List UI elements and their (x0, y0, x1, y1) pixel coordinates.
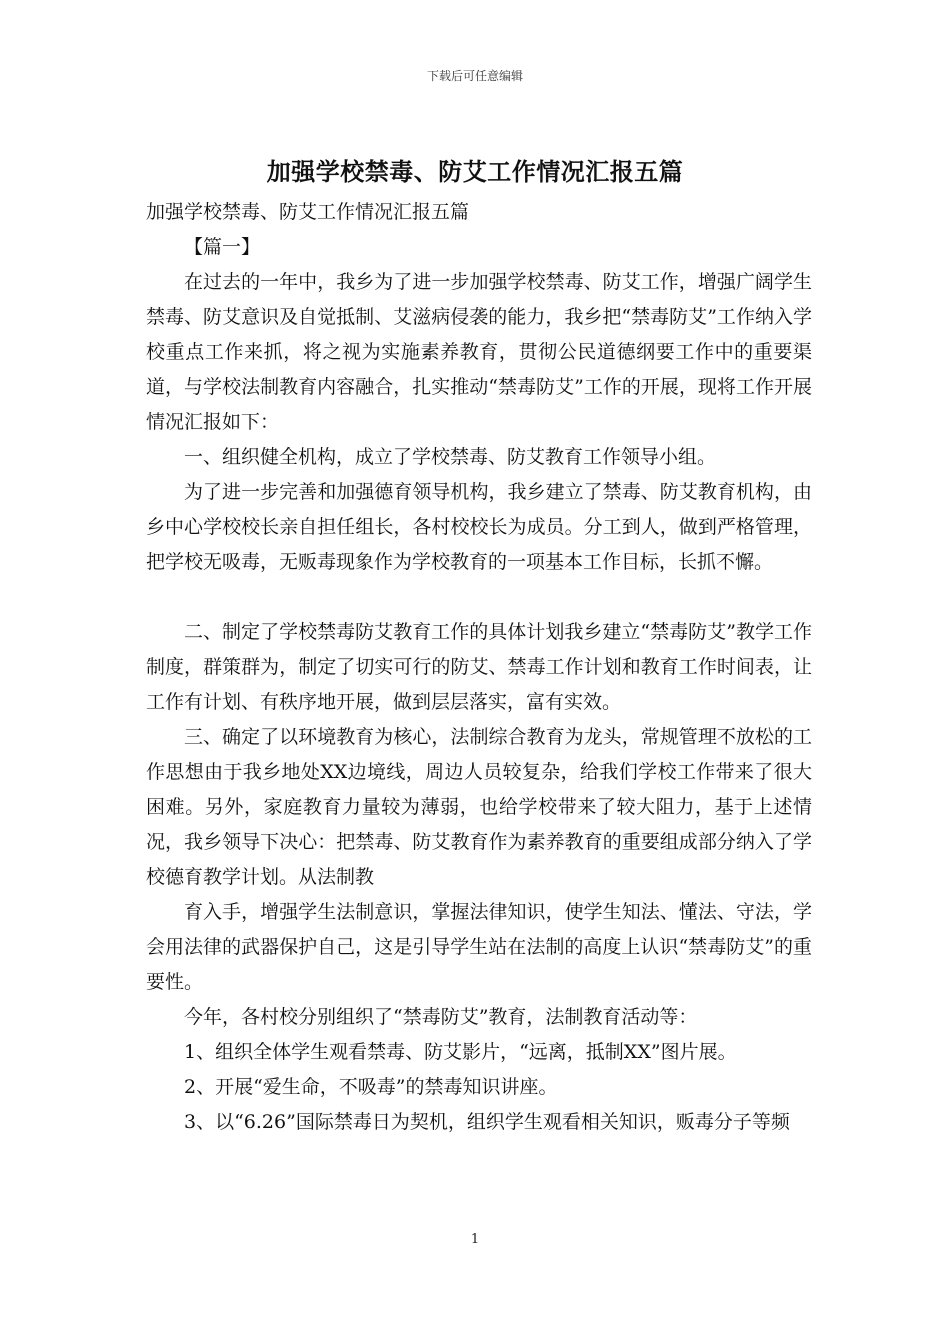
paragraph: 一、组织健全机构，成立了学校禁毒、防艾教育工作领导小组。 (184, 446, 717, 468)
paragraph: 三、确定了以环境教育为核心，法制综合教育为龙头，常规管理不放松的工作思想由于我乡地处XX边境线，周边人员较复杂，给我们学校工作带来了很大困难。另外，家庭教育力量较为薄弱，也给学校带来了较大阻力，基于上述情况，我乡领导下决心：把禁毒、防艾教育作为素养教育的重要组成部分纳入了学校德育教学计划。从法制教 (146, 726, 812, 888)
page-number: 1 (470, 1232, 480, 1247)
document-title: 加强学校禁毒、防艾工作情况汇报五篇 (266, 157, 684, 186)
paragraph: 今年，各村校分别组织了“禁毒防艾”教育，法制教育活动等： (184, 1006, 698, 1028)
paragraph: 在过去的一年中，我乡为了进一步加强学校禁毒、防艾工作，增强广阔学生禁毒、防艾意识及自觉抵制、艾滋病侵袭的能力，我乡把“禁毒防艾”工作纳入学校重点工作来抓，将之视为实施素养教育，贯彻公民道德纲要工作中的重要渠道，与学校法制教育内容融合，扎实推动“禁毒防艾”工作的开展，现将工作开展情况汇报如下： (146, 271, 812, 433)
paragraph: 为了进一步完善和加强德育领导机构，我乡建立了禁毒、防艾教育机构，由乡中心学校校长亲自担任组长，各村校校长为成员。分工到人，做到严格管理，把学校无吸毒，无贩毒现象作为学校教育的一项基本工作目标，长抓不懈。 (146, 481, 812, 573)
header-note: 下载后可任意编辑 (426, 69, 523, 83)
document-body (146, 195, 812, 1140)
blank-line (146, 580, 812, 615)
subtitle: 加强学校禁毒、防艾工作情况汇报五篇 (146, 201, 470, 223)
list-item: 2、开展“爱生命，不吸毒”的禁毒知识讲座。 (184, 1076, 558, 1098)
paragraph: 二、制定了学校禁毒防艾教育工作的具体计划我乡建立“禁毒防艾”教学工作制度，群策群为，制定了切实可行的防艾、禁毒工作计划和教育工作时间表，让工作有计划、有秩序地开展，做到层层落实，富有实效。 (146, 621, 812, 713)
section-label: 【篇一】 (184, 236, 261, 258)
paragraph: 育入手，增强学生法制意识，掌握法律知识，使学生知法、懂法、守法，学会用法律的武器保护自己，这是引导学生站在法制的高度上认识“禁毒防艾”的重要性。 (146, 901, 812, 993)
list-item: 1、组织全体学生观看禁毒、防艾影片，“远离，抵制XX”图片展。 (184, 1041, 737, 1063)
list-item: 3、以“6.26”国际禁毒日为契机，组织学生观看相关知识，贩毒分子等频 (184, 1111, 790, 1133)
